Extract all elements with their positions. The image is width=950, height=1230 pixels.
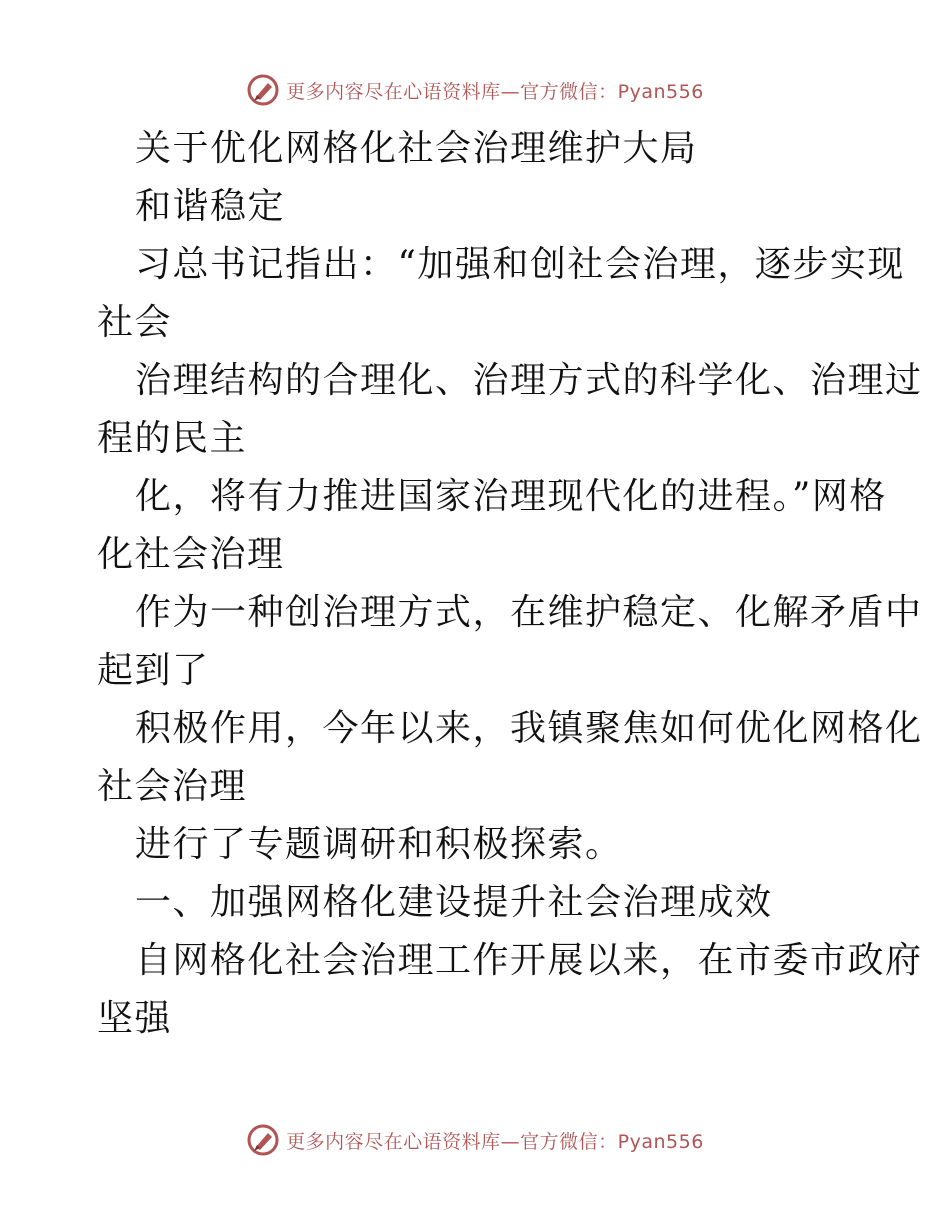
doc-title-line-2: 和谐稳定 [135,186,286,227]
section-heading: 一、加强网格化建设提升社会治理成效 [135,882,773,923]
paragraph-line: 社会治理 [97,766,248,807]
header-watermark [0,70,950,110]
paragraph-line: 化社会治理 [97,534,285,575]
doc-title-line-1: 关于优化网格化社会治理维护大局 [135,128,698,169]
paragraph-line: 起到了 [97,650,210,691]
paragraph-line: 坚强 [97,998,173,1039]
footer-watermark [0,1120,950,1160]
watermark-text: 更多内容尽在心语资料库—官方微信：Pyan556 [286,80,704,103]
paragraph-line: 作为一种创治理方式，在维护稳定、化解矛盾中 [135,592,923,633]
watermark-text: 更多内容尽在心语资料库—官方微信：Pyan556 [286,1130,704,1153]
pen-logo-icon [246,73,280,107]
document-body [97,120,923,1048]
paragraph-line: 治理结构的合理化、治理方式的科学化、治理过 [135,360,923,401]
paragraph-line: 习总书记指出：“加强和创社会治理，逐步实现 [135,244,905,285]
paragraph-line: 化，将有力推进国家治理现代化的进程。”网格 [135,476,887,517]
paragraph-line: 积极作用，今年以来，我镇聚焦如何优化网格化 [135,708,923,749]
paragraph-line: 社会 [97,302,173,343]
paragraph-line: 进行了专题调研和积极探索。 [135,824,623,865]
paragraph-line: 程的民主 [97,418,248,459]
paragraph-line: 自网格化社会治理工作开展以来，在市委市政府 [135,940,923,981]
pen-logo-icon [246,1123,280,1157]
